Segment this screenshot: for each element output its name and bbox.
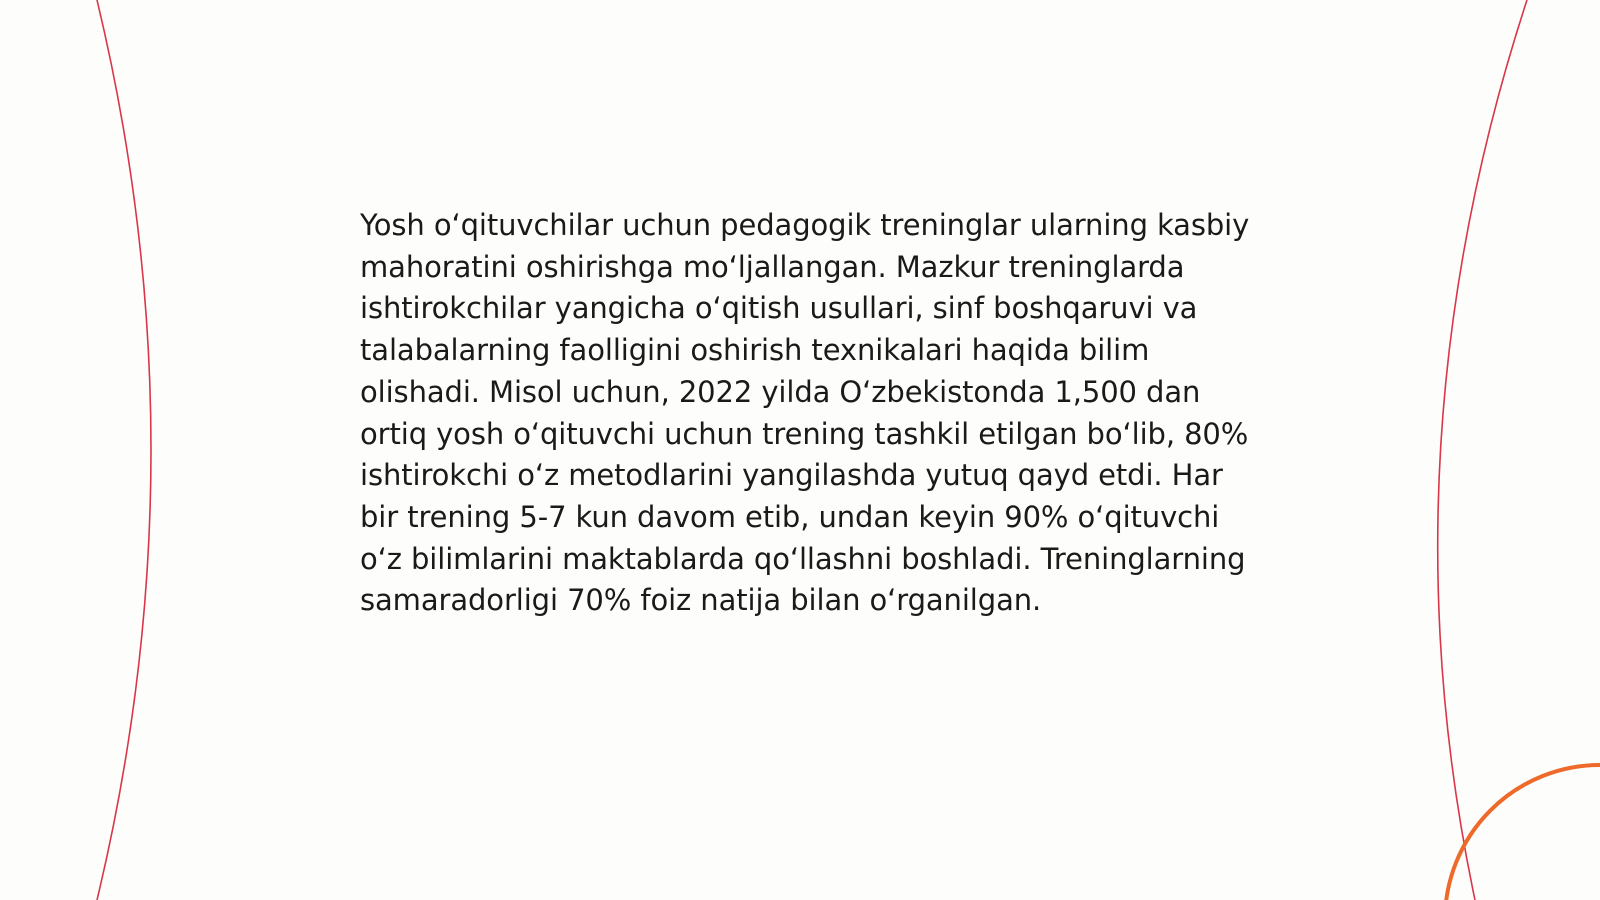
- body-paragraph: Yosh o‘qituvchilar uchun pedagogik treninglar ularning kasbiy mahoratini oshirishga mo‘ljallangan. Mazkur treninglarda ishtirokchilar yangicha o‘qitish usullari, sinf boshqaruvi va talabalarning faolligini oshirish texnikalari haqida bilim olishadi. Misol uchun, 2022 yilda O‘zbekistonda 1,500 dan ortiq yosh o‘qituvchi uchun trening tashkil etilgan bo‘lib, 80% ishtirokchi o‘z metodlarini yangilashda yutuq qayd etdi. Har bir trening 5-7 kun davom etib, undan keyin 90% o‘qituvchi o‘z bilimlarini maktablarda qo‘llashni boshladi. Treninglarning samaradorligi 70% foiz natija bilan o‘rganilgan.: [360, 208, 1250, 618]
- orange-arc: [1445, 765, 1600, 900]
- right-curve: [1438, 0, 1527, 900]
- left-curve: [97, 0, 151, 900]
